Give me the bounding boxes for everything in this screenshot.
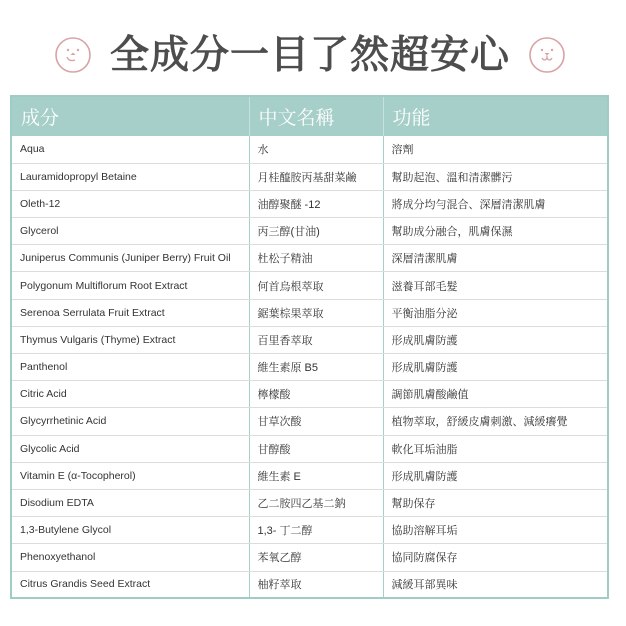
- table-row: [11, 245, 608, 272]
- page-title: 全成分一目了然超安心: [109, 33, 510, 78]
- chinese-name-cell: 水: [249, 136, 383, 163]
- table-row: [11, 136, 608, 163]
- ingredient-cell: Polygonum Multiflorum Root Extract: [11, 272, 249, 299]
- ingredient-cell: Oleth-12: [11, 190, 249, 217]
- column-header-ingredient: 成分: [11, 96, 249, 136]
- chinese-name-cell: 月桂醯胺丙基甜菜鹼: [249, 163, 383, 190]
- function-cell: 平衡油脂分泌: [383, 299, 608, 326]
- ingredient-cell: Glycolic Acid: [11, 435, 249, 462]
- ingredient-cell: Disodium EDTA: [11, 489, 249, 516]
- function-cell: 協同防腐保存: [383, 544, 608, 571]
- ingredient-cell: Citric Acid: [11, 381, 249, 408]
- chinese-name-cell: 百里香萃取: [249, 326, 383, 353]
- chinese-name-cell: 檸檬酸: [249, 381, 383, 408]
- table-row: [11, 381, 608, 408]
- function-cell: 形成肌膚防護: [383, 462, 608, 489]
- function-cell: 幫助保存: [383, 489, 608, 516]
- function-cell: 減緩耳部異味: [391, 579, 458, 592]
- table-row: [11, 272, 608, 299]
- ingredient-cell: Vitamin E (α-Tocopherol): [11, 462, 249, 489]
- chinese-name-cell: 油醇聚醚 -12: [249, 190, 383, 217]
- ingredient-cell: Juniperus Communis (Juniper Berry) Fruit Oil: [11, 245, 249, 272]
- table-row: [11, 435, 608, 462]
- table-row: [11, 354, 608, 381]
- table-row: [11, 299, 608, 326]
- function-cell: 溶劑: [383, 136, 608, 163]
- chinese-name-cell: 維生素原 B5: [249, 354, 383, 381]
- table-row: [11, 218, 608, 245]
- chinese-name-cell: 鋸葉棕果萃取: [249, 299, 383, 326]
- function-cell: 形成肌膚防護: [383, 354, 608, 381]
- ingredients-table: [10, 95, 609, 599]
- ingredient-cell: Serenoa Serrulata Fruit Extract: [11, 299, 249, 326]
- chinese-name-cell: 杜松子精油: [249, 245, 383, 272]
- function-cell: 滋養耳部毛髮: [383, 272, 608, 299]
- column-header-function: 功能: [383, 96, 608, 136]
- function-cell: 調節肌膚酸鹼值: [383, 381, 608, 408]
- function-cell: 將成分均勻混合、深層清潔肌膚: [383, 190, 608, 217]
- table-row: [11, 571, 608, 598]
- function-cell: 植物萃取，舒緩皮膚刺激、減緩癢覺: [383, 408, 608, 435]
- column-header-chinese-name: 中文名稱: [249, 96, 383, 136]
- table-header-row: [11, 96, 608, 136]
- function-cell: 協助溶解耳垢: [383, 517, 608, 544]
- table-row: [11, 408, 608, 435]
- ingredient-cell: Glycyrrhetinic Acid: [11, 408, 249, 435]
- chinese-name-cell: 甘草次酸: [249, 408, 383, 435]
- ingredient-cell: Citrus Grandis Seed Extract: [11, 571, 249, 598]
- chinese-name-cell: 乙二胺四乙基二鈉: [249, 489, 383, 516]
- ingredient-cell: Glycerol: [11, 218, 249, 245]
- chinese-name-cell: 維生素 E: [249, 462, 383, 489]
- function-cell: 形成肌膚防護: [383, 326, 608, 353]
- chinese-name-cell: 何首烏根萃取: [249, 272, 383, 299]
- table-row: [11, 163, 608, 190]
- chinese-name-cell: 甘醇酸: [249, 435, 383, 462]
- chinese-name-cell: 1,3- 丁二醇: [249, 517, 383, 544]
- function-cell: 軟化耳垢油脂: [383, 435, 608, 462]
- table-row: [11, 517, 608, 544]
- bear-face-icon: [527, 35, 567, 75]
- title-row: [0, 28, 626, 88]
- ingredient-cell: 1,3-Butylene Glycol: [11, 517, 249, 544]
- ingredient-cell: Phenoxyethanol: [11, 544, 249, 571]
- chinese-name-cell: 柚籽萃取: [249, 571, 383, 598]
- table-row: [11, 462, 608, 489]
- chinese-name-cell: 苯氧乙醇: [249, 544, 383, 571]
- function-cell: 深層清潔肌膚: [383, 245, 608, 272]
- ingredient-cell: Aqua: [11, 136, 249, 163]
- function-cell: 幫助起泡、溫和清潔髒污: [383, 163, 608, 190]
- table-row: [11, 544, 608, 571]
- table-row: [11, 190, 608, 217]
- smiling-bear-face-icon: [53, 35, 93, 75]
- ingredient-cell: Thymus Vulgaris (Thyme) Extract: [11, 326, 249, 353]
- chinese-name-cell: 丙三醇(甘油): [249, 218, 383, 245]
- function-cell: 幫助成分融合，肌膚保濕: [383, 218, 608, 245]
- ingredient-cell: Panthenol: [11, 354, 249, 381]
- ingredient-cell: Lauramidopropyl Betaine: [11, 163, 249, 190]
- table-row: [11, 326, 608, 353]
- table-row: [11, 489, 608, 516]
